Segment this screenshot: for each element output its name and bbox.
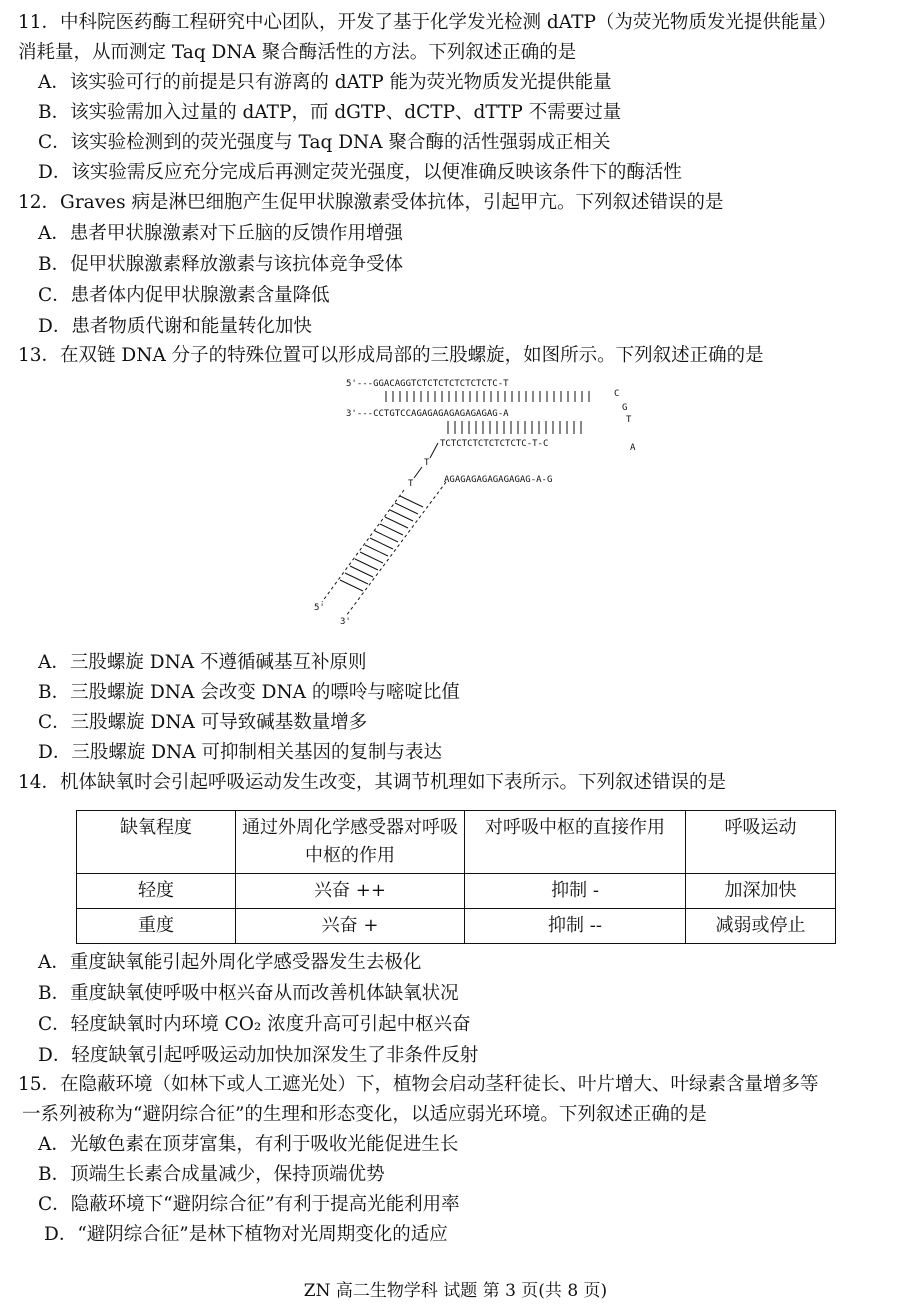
q12-stem: 12．Graves 病是淋巴细胞产生促甲状腺激素受体抗体，引起甲亢。下列叙述错误的是 (18, 192, 724, 213)
q14-option-a: A．重度缺氧能引起外周化学感受器发生去极化 (38, 952, 422, 973)
figure-diag-t2: T (408, 479, 414, 489)
q11-stem-line2: 消耗量，从而测定 Taq DNA 聚合酶活性的方法。下列叙述正确的是 (18, 42, 577, 63)
table-header-cell: 缺氧程度 (77, 811, 236, 874)
hypoxia-table (76, 810, 836, 944)
table-header-cell: 对呼吸中枢的直接作用 (465, 811, 686, 874)
q11-option-b: B．该实验需加入过量的 dATP，而 dGTP、dCTP、dTTP 不需要过量 (38, 102, 622, 123)
q15-stem-line1: 15．在隐蔽环境（如林下或人工遮光处）下，植物会启动茎秆徒长、叶片增大、叶绿素含量增多等 (18, 1074, 819, 1095)
q14-stem: 14．机体缺氧时会引起呼吸运动发生改变，其调节机理如下表所示。下列叙述错误的是 (18, 772, 727, 793)
q13-option-c: C．三股螺旋 DNA 可导致碱基数量增多 (38, 712, 368, 733)
q14-option-b: B．重度缺氧使呼吸中枢兴奋从而改善机体缺氧状况 (38, 983, 459, 1004)
q11-option-d: D．该实验需反应充分完成后再测定荧光强度，以便准确反映该条件下的酶活性 (38, 162, 682, 183)
q12-option-c: C．患者体内促甲状腺激素含量降低 (38, 285, 330, 306)
duplex-base-pair-lines (386, 391, 589, 402)
table-cell: 兴奋 ++ (236, 874, 465, 909)
table-row (77, 874, 836, 909)
figure-end-3prime: 3' (340, 617, 351, 627)
figure-strand-4: AGAGAGAGAGAGAGAG-A-G (444, 475, 553, 485)
table-header-row (77, 811, 836, 874)
table-cell: 抑制 - (465, 874, 686, 909)
q12-option-d: D．患者物质代谢和能量转化加快 (38, 316, 312, 337)
table-cell: 轻度 (77, 874, 236, 909)
q15-option-d: D．“避阴综合征”是林下植物对光周期变化的适应 (44, 1224, 448, 1245)
connector-line-2 (414, 467, 422, 478)
table-row (77, 909, 836, 944)
q15-option-c: C．隐蔽环境下“避阴综合征”有利于提高光能利用率 (38, 1194, 460, 1215)
q14-option-c: C．轻度缺氧时内环境 CO₂ 浓度升高可引起中枢兴奋 (38, 1014, 471, 1035)
page-footer: ZN 高二生物学科 试题 第 3 页(共 8 页) (303, 1281, 608, 1301)
q13-option-d: D．三股螺旋 DNA 可抑制相关基因的复制与表达 (38, 742, 442, 763)
q13-stem: 13．在双链 DNA 分子的特殊位置可以形成局部的三股螺旋，如图所示。下列叙述正确的是 (18, 345, 764, 366)
figure-turn-c: C (614, 389, 620, 399)
connector-line-1 (430, 443, 438, 458)
q11-option-a: A．该实验可行的前提是只有游离的 dATP 能为荧光物质发光提供能量 (38, 72, 612, 93)
table-cell: 减弱或停止 (686, 909, 836, 944)
table-cell: 兴奋 + (236, 909, 465, 944)
figure-diag-t1: T (424, 458, 430, 468)
table-header-cell: 呼吸运动 (686, 811, 836, 874)
diag-base-pair-lines (340, 496, 423, 591)
q15-stem-line2: 一系列被称为“避阴综合征”的生理和形态变化，以适应弱光环境。下列叙述正确的是 (22, 1104, 707, 1125)
diag-strand-left (322, 490, 404, 602)
figure-turn-a: A (630, 443, 636, 453)
q13-option-b: B．三股螺旋 DNA 会改变 DNA 的嘌呤与嘧啶比值 (38, 682, 460, 703)
table-cell: 加深加快 (686, 874, 836, 909)
q11-stem-line1: 11．中科院医药酶工程研究中心团队，开发了基于化学发光检测 dATP（为荧光物质发光提供能量） (18, 12, 837, 33)
q12-option-b: B．促甲状腺激素释放激素与该抗体竞争受体 (38, 254, 404, 275)
table-cell: 抑制 -- (465, 909, 686, 944)
table-cell: 重度 (77, 909, 236, 944)
figure-strand-3: TCTCTCTCTCTCTCTC-T-C (440, 439, 549, 449)
figure-turn-t: T (626, 415, 632, 425)
figure-turn-g: G (622, 403, 628, 413)
q11-option-c: C．该实验检测到的荧光强度与 Taq DNA 聚合酶的活性强弱成正相关 (38, 132, 611, 153)
q15-option-b: B．顶端生长素合成量减少，保持顶端优势 (38, 1164, 385, 1185)
q12-option-a: A．患者甲状腺激素对下丘脑的反馈作用增强 (38, 223, 403, 244)
q14-option-d: D．轻度缺氧引起呼吸运动加快加深发生了非条件反射 (38, 1045, 479, 1066)
figure-end-5prime: 5' (314, 603, 325, 613)
figure-strand-2: 3'---CCTGTCCAGAGAGAGAGAGAGAG-A (346, 409, 509, 419)
triplex-hoogsteen-lines (448, 421, 581, 434)
table-header-cell: 通过外周化学感受器对呼吸中枢的作用 (236, 811, 465, 874)
q13-option-a: A．三股螺旋 DNA 不遵循碱基互补原则 (38, 652, 367, 673)
figure-strand-1: 5'---GGACAGGTCTCTCTCTCTCTCTC-T (346, 379, 509, 389)
q15-option-a: A．光敏色素在顶芽富集，有利于吸收光能促进生长 (38, 1134, 459, 1155)
triple-helix-figure (0, 370, 911, 650)
